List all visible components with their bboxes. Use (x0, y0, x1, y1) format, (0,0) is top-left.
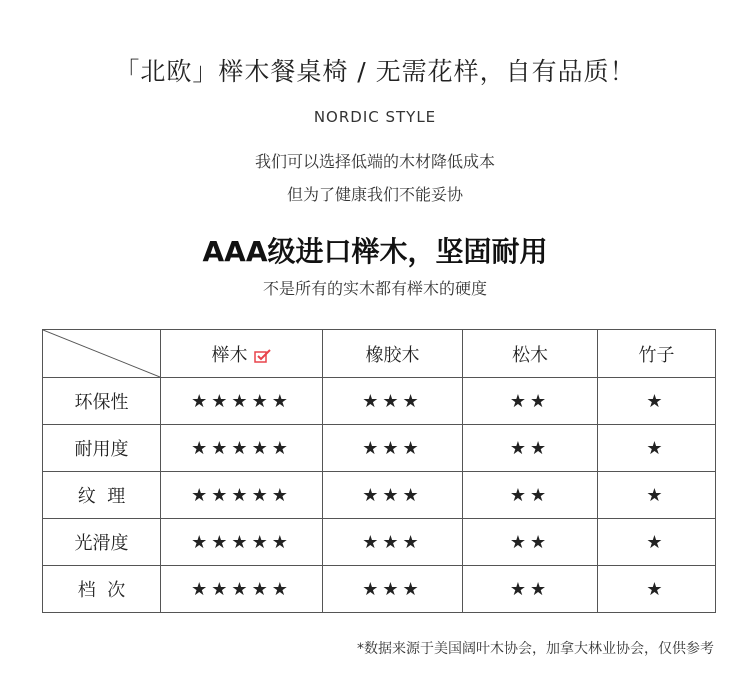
table-row (43, 472, 716, 519)
rating-stars: ★★ (463, 566, 598, 613)
rating-stars: ★★★★★ (161, 519, 323, 566)
rating-stars: ★★★ (323, 519, 463, 566)
description-line-2: 但为了健康我们不能妥协 (286, 185, 463, 204)
diagonal-divider (43, 330, 160, 377)
rating-stars: ★★ (463, 425, 598, 472)
rating-stars: ★ (598, 425, 716, 472)
rating-stars: ★★ (463, 472, 598, 519)
rating-stars: ★★★★★ (161, 472, 323, 519)
column-header-label: 榉木 (211, 344, 248, 366)
rating-stars: ★★★★★ (161, 378, 323, 425)
checkmark-icon (254, 349, 272, 363)
corner-cell (43, 330, 161, 378)
table-row (43, 378, 716, 425)
column-header-beech (161, 330, 323, 378)
table-row (43, 566, 716, 613)
rating-stars: ★★★ (323, 566, 463, 613)
column-header-bamboo: 竹子 (598, 330, 716, 378)
rating-stars: ★★★ (323, 472, 463, 519)
column-header-pine: 松木 (463, 330, 598, 378)
english-subtitle: NORDIC STYLE (313, 108, 437, 126)
section-headline: AAA级进口榉木，坚固耐用 (202, 235, 548, 268)
row-label: 环保性 (43, 378, 161, 425)
wood-comparison-table (42, 329, 716, 613)
source-footnote: *数据来源于美国阔叶木协会，加拿大林业协会，仅供参考 (357, 641, 714, 657)
rating-stars: ★ (598, 566, 716, 613)
rating-stars: ★★★★★ (161, 425, 323, 472)
rating-stars: ★ (598, 378, 716, 425)
rating-stars: ★★★★★ (161, 566, 323, 613)
section-subhead: 不是所有的实木都有榉木的硬度 (262, 279, 487, 298)
rating-stars: ★ (598, 519, 716, 566)
row-label: 耐用度 (43, 425, 161, 472)
rating-stars: ★★ (463, 378, 598, 425)
table-row (43, 425, 716, 472)
table-header-row (43, 330, 716, 378)
table-row (43, 519, 716, 566)
column-header-rubberwood: 橡胶木 (323, 330, 463, 378)
rating-stars: ★★★ (323, 378, 463, 425)
rating-stars: ★★ (463, 519, 598, 566)
rating-stars: ★ (598, 472, 716, 519)
row-label: 光滑度 (43, 519, 161, 566)
page-title: 「北欧」榉木餐桌椅 / 无需花样，自有品质！ (114, 57, 636, 86)
row-label: 纹 理 (43, 472, 161, 519)
row-label: 档 次 (43, 566, 161, 613)
description-line-1: 我们可以选择低端的木材降低成本 (254, 152, 495, 171)
rating-stars: ★★★ (323, 425, 463, 472)
